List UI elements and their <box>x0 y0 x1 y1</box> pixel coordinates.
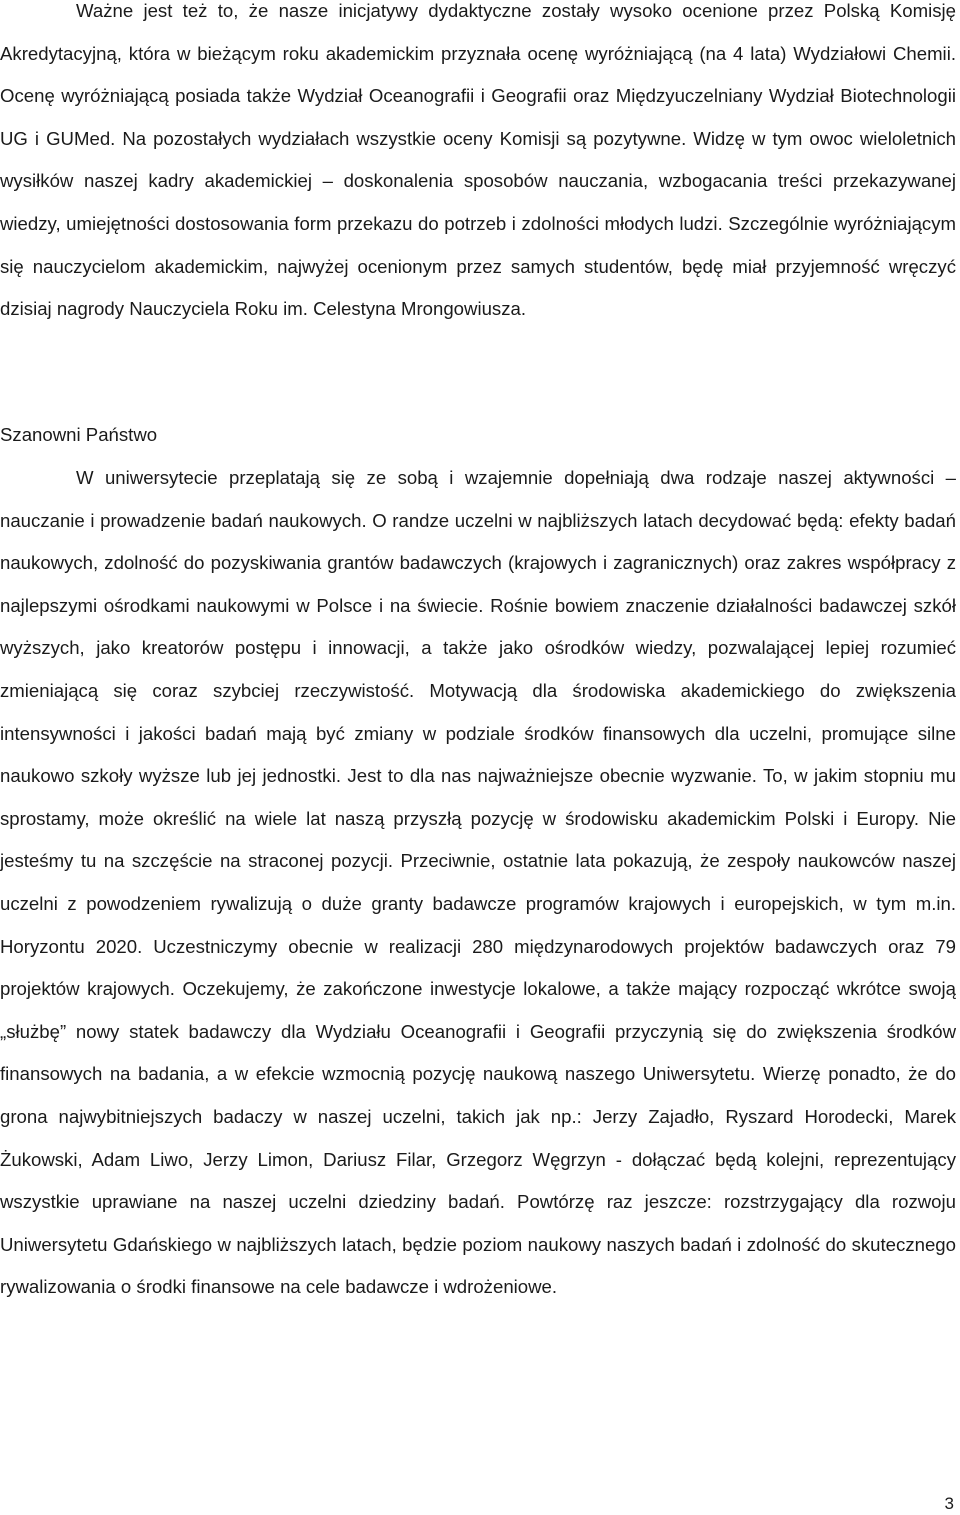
paragraph-research: W uniwersytecie przeplatają się ze sobą i wzajemnie dopełniają dwa rodzaje naszej aktywności – nauczanie i prowadzenie badań naukowych. O randze uczelni w najbliższych latach decydować będą: efekty badań naukowych, zdolność do pozyskiwania grantów badawczych (krajowych i zagranicznych) oraz zakres współpracy z najlepszymi ośrodkami naukowymi w Polsce i na świecie. Rośnie bowiem znaczenie działalności badawczej szkół wyższych, jako kreatorów postępu i innowacji, a także jako ośrodków wiedzy, pozwalającej lepiej rozumieć zmieniającą się coraz szybciej rzeczywistość. Motywacją dla środowiska akademickiego do zwiększenia intensywności i jakości badań mają być zmiany w podziale środków finansowych dla uczelni, promujące silne naukowo szkoły wyższe lub jej jednostki. Jest to dla nas najważniejsze obecnie wyzwanie. To, w jakim stopniu mu sprostamy, może określić na wiele lat naszą przyszłą pozycję w środowisku akademickim Polski i Europy. Nie jesteśmy tu na szczęście na straconej pozycji. Przeciwnie, ostatnie lata pokazują, że zespoły naukowców naszej uczelni z powodzeniem rywalizują o duże granty badawcze programów krajowych i europejskich, w tym m.in. Horyzontu 2020. Uczestniczymy obecnie w realizacji 280 międzynarodowych projektów badawczych oraz 79 projektów krajowych. Oczekujemy, że zakończone inwestycje lokalowe, a także mający rozpocząć wkrótce swoją „służbę” nowy statek badawczy dla Wydziału Oceanografii i Geografii przyczynią się do zwiększenia środków finansowych na badania, a w efekcie wzmocnią pozycję naukową naszego Uniwersytetu. Wierzę ponadto, że do grona najwybitniejszych badaczy w naszej uczelni, takich jak np.: Jerzy Zajadło, Ryszard Horodecki, Marek Żukowski, Adam Liwo, Jerzy Limon, Dariusz Filar, Grzegorz Węgrzyn - dołączać będą kolejni, reprezentujący wszystkie uprawiane na naszej uczelni dziedziny badań. Powtórzę raz jeszcze: rozstrzygający dla rozwoju Uniwersytetu Gdańskiego w najbliższych latach, będzie poziom naukowy naszych badań i zdolność do skutecznego rywalizowania o środki finansowe na cele badawcze i wdrożeniowe. <box>0 467 956 1298</box>
greeting: Szanowni Państwo <box>0 424 158 445</box>
page-number: 3 <box>944 1494 954 1513</box>
paragraph-teaching-accreditation: Ważne jest też to, że nasze inicjatywy dydaktyczne zostały wysoko ocenione przez Polską Komisję Akredytacyjną, która w bieżącym roku akademickim przyznała ocenę wyróżniającą (na 4 lata) Wydziałowi Chemii. Ocenę wyróżniającą posiada także Wydział Oceanografii i Geografii oraz Międzyuczelniany Wydział Biotechnologii UG i GUMed. Na pozostałych wydziałach wszystkie oceny Komisji są pozytywne. Widzę w tym owoc wieloletnich wysiłków naszej kadry akademickiej – doskonalenia sposobów nauczania, wzbogacania treści przekazywanej wiedzy, umiejętności dostosowania form przekazu do potrzeb i zdolności młodych ludzi. Szczególnie wyróżniającym się nauczycielom akademickim, najwyżej ocenionym przez samych studentów, będę miał przyjemność wręczyć dzisiaj nagrody Nauczyciela Roku im. Celestyna Mrongowiusza. <box>0 0 956 320</box>
